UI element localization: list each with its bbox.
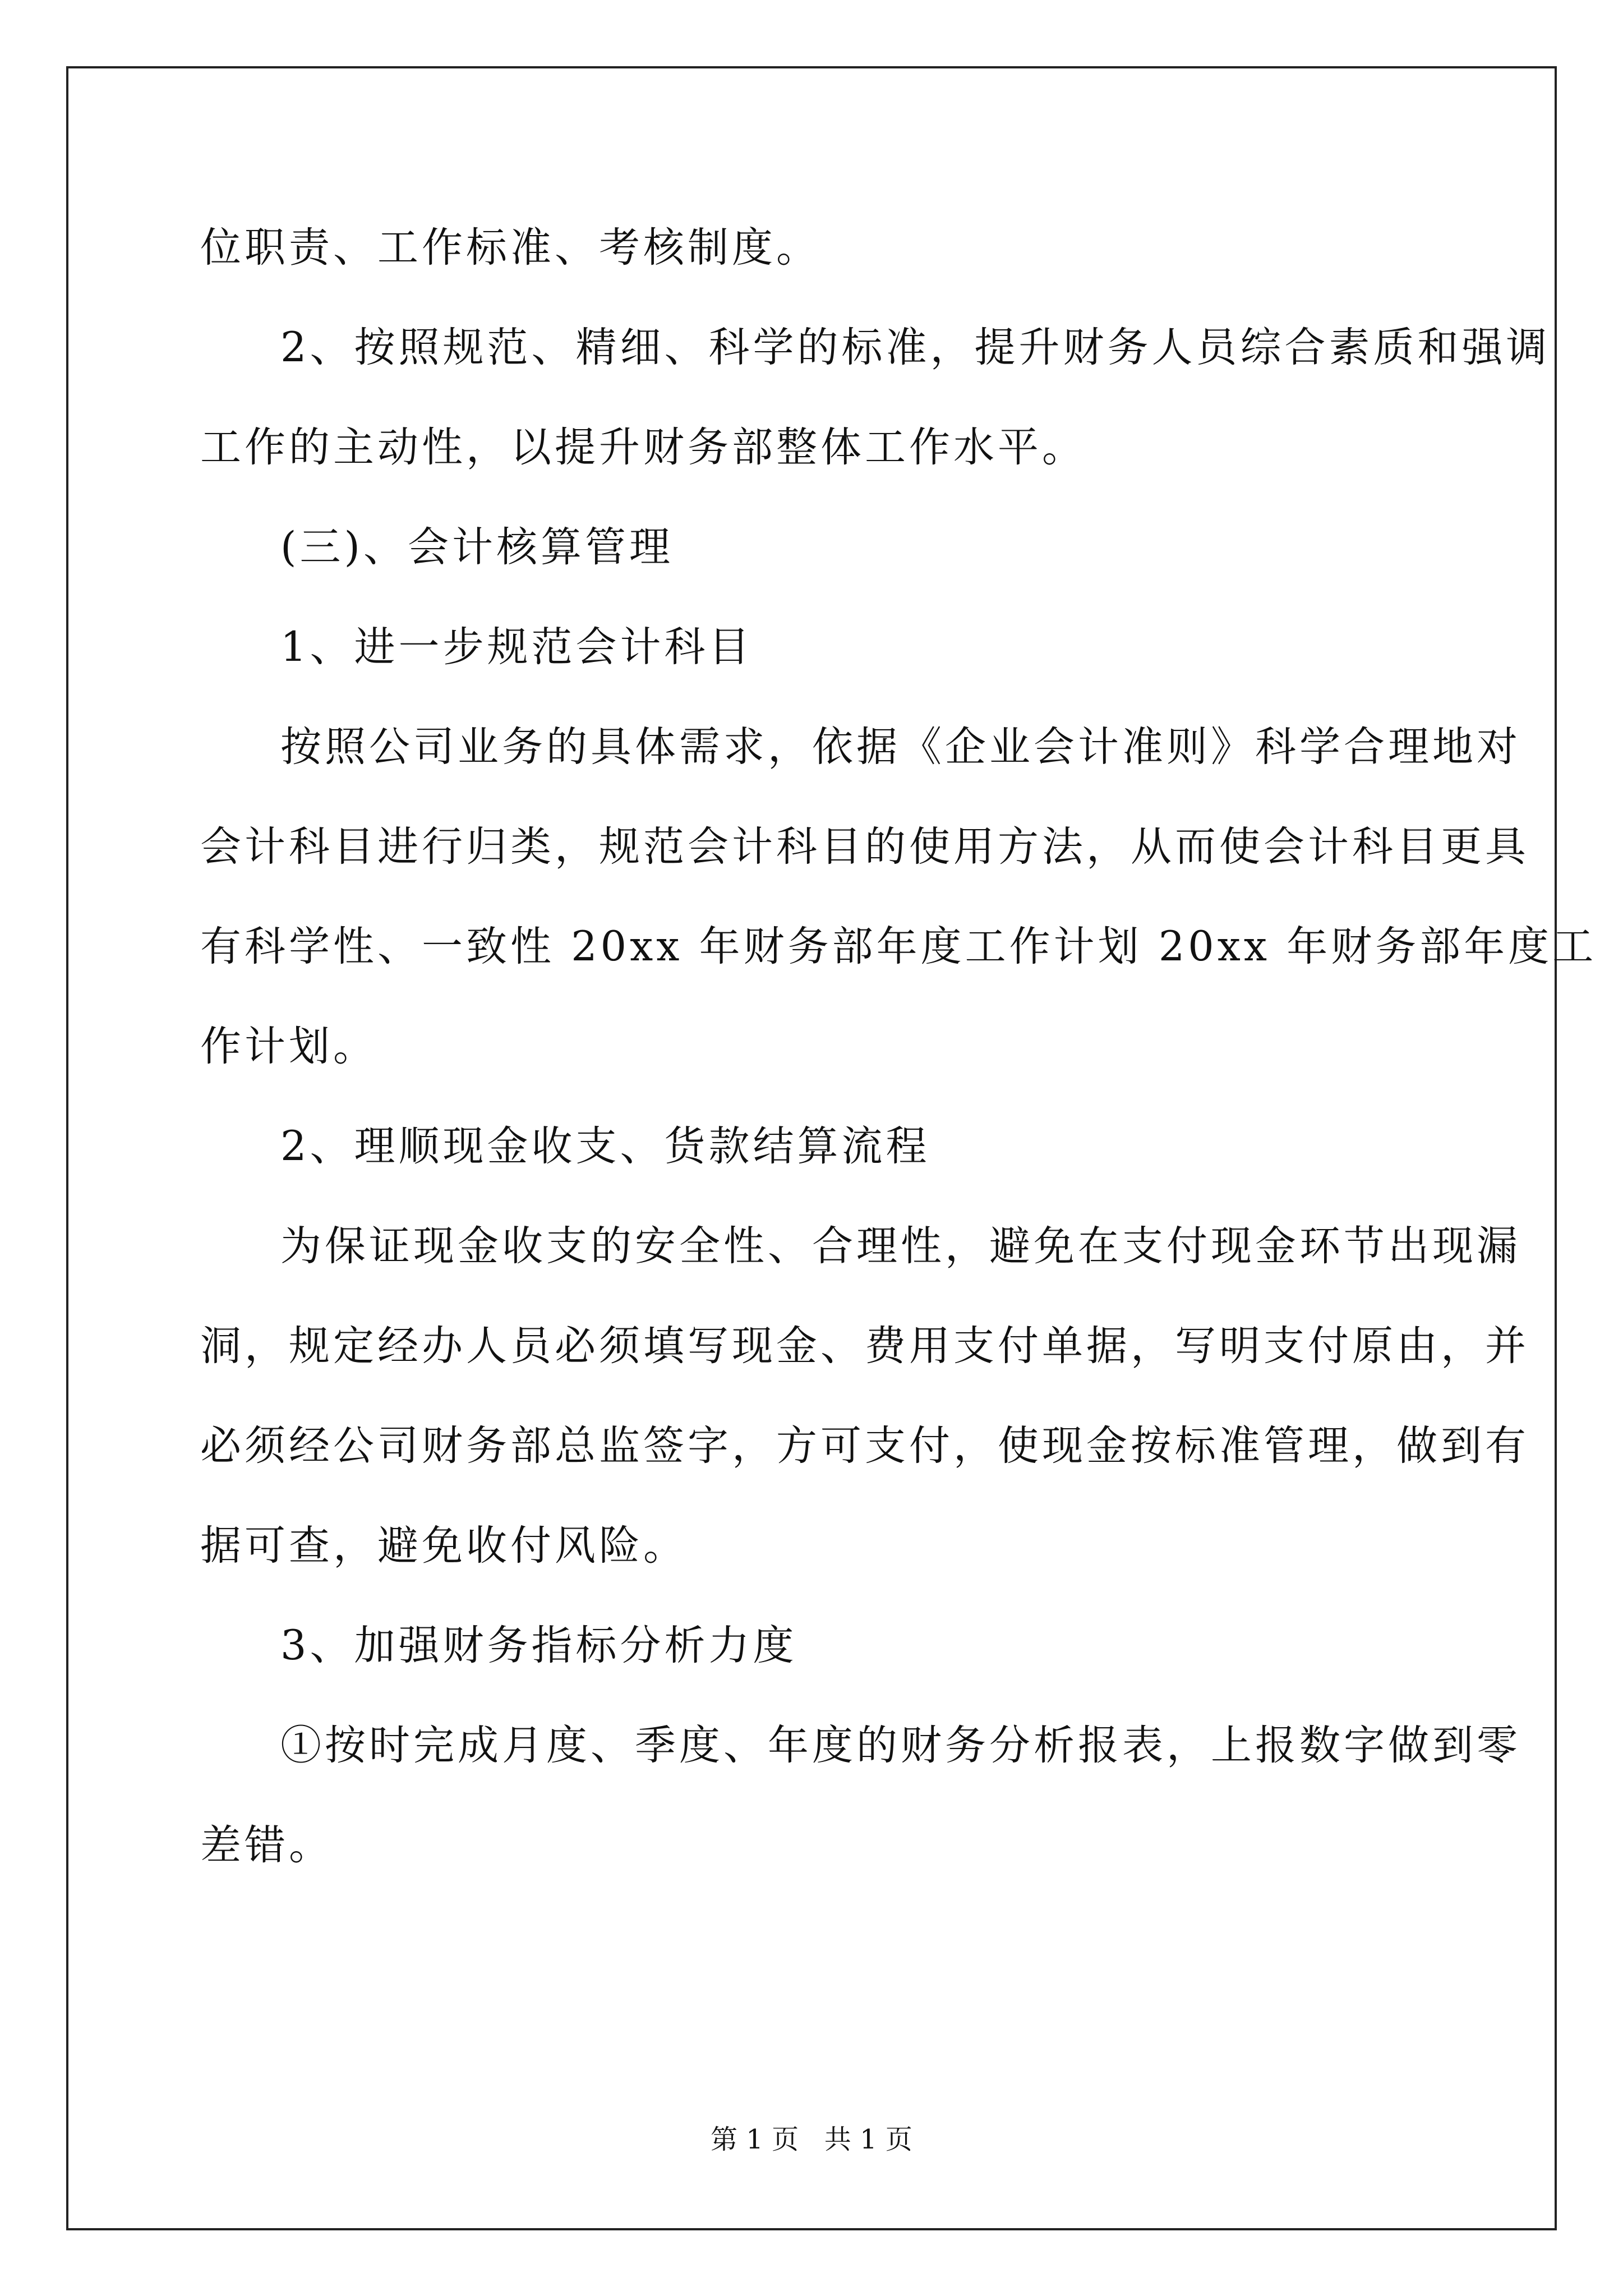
text-line: (三)、会计核算管理	[280, 523, 674, 571]
text-line: 位职责、工作标准、考核制度。	[200, 224, 820, 272]
text-line: 按照公司业务的具体需求，依据《企业会计准则》科学合理地对	[280, 723, 1521, 771]
text-line: 必须经公司财务部总监签字，方可支付，使现金按标准管理，做到有	[200, 1422, 1529, 1470]
text-line: 洞，规定经办人员必须填写现金、费用支付单据，写明支付原由，并	[200, 1322, 1529, 1370]
text-line: 作计划。	[200, 1023, 377, 1070]
text-line: 为保证现金收支的安全性、合理性，避免在支付现金环节出现漏	[280, 1222, 1521, 1270]
text-line: 2、理顺现金收支、货款结算流程	[280, 1122, 930, 1170]
text-line: 1、进一步规范会计科目	[280, 623, 753, 671]
text-line: 差错。	[200, 1821, 333, 1869]
text-line: 据可查，避免收付风险。	[200, 1522, 688, 1570]
text-line: 会计科目进行归类，规范会计科目的使用方法，从而使会计科目更具	[200, 823, 1529, 871]
text-line: ①按时完成月度、季度、年度的财务分析报表，上报数字做到零	[280, 1722, 1521, 1769]
text-line: 2、按照规范、精细、科学的标准，提升财务人员综合素质和强调	[280, 324, 1551, 371]
page-number: 第 1 页 共 1 页	[711, 2124, 912, 2155]
text-line: 工作的主动性，以提升财务部整体工作水平。	[200, 424, 1086, 471]
text-line: 有科学性、一致性 20xx 年财务部年度工作计划 20xx 年财务部年度工	[200, 923, 1597, 970]
text-line: 3、加强财务指标分析力度	[280, 1622, 797, 1669]
